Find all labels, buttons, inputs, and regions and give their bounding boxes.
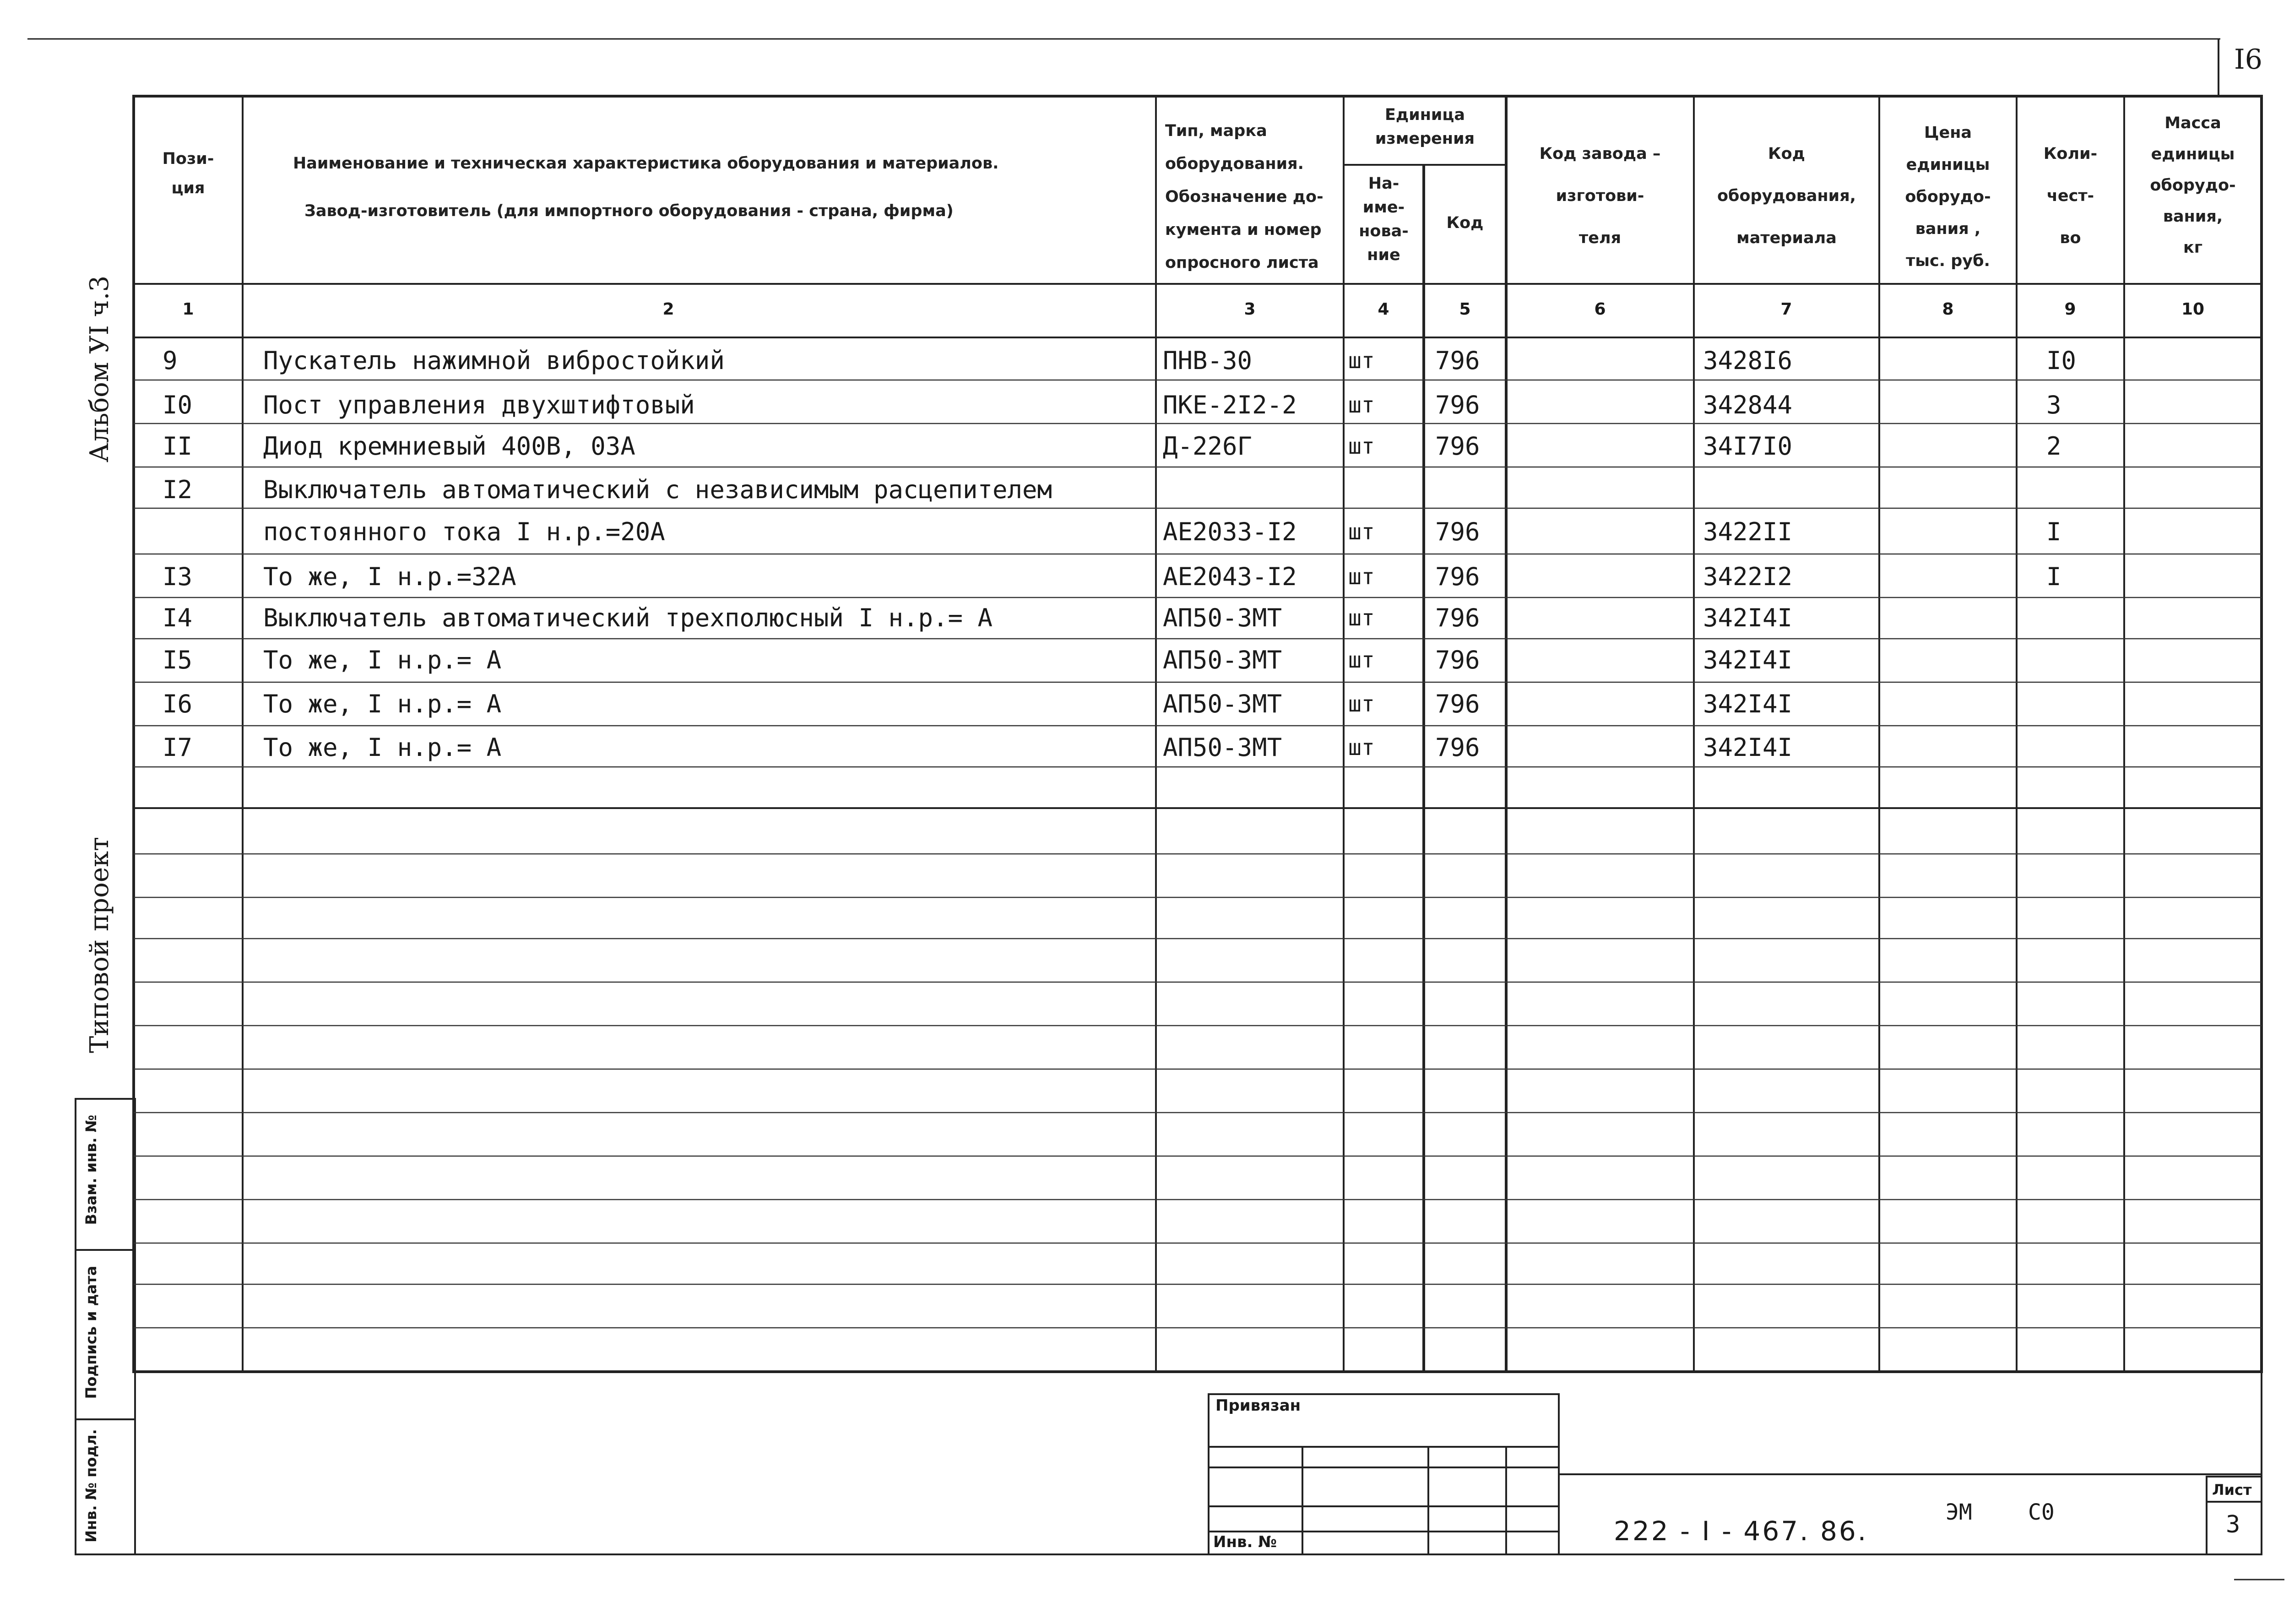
row-name: Диод кремниевый 400В, 03А	[263, 432, 635, 461]
header-unit-code: Код	[1446, 214, 1484, 232]
privyazan-label: Привязан	[1215, 1396, 1301, 1415]
row-pos: I0	[163, 391, 193, 419]
row-name: Пускатель нажимной вибростойкий	[263, 346, 725, 375]
row-code: 796	[1435, 391, 1480, 419]
row-equip-code: 34I7I0	[1703, 432, 1793, 461]
header-quantity: Коли- чест- во	[2043, 145, 2098, 247]
row-type: АЕ2043-I2	[1163, 562, 1297, 591]
col-number: 6	[1594, 300, 1606, 319]
row-unit: шт	[1348, 647, 1375, 673]
row-pos: 9	[163, 346, 178, 375]
row-equip-code: 3422II	[1703, 517, 1793, 546]
row-name: То же, I н.р.= А	[263, 646, 502, 674]
col-number: 8	[1942, 300, 1954, 319]
row-pos: I5	[163, 646, 193, 674]
row-type: Д-226Г	[1163, 432, 1253, 461]
document-number: 222 - I - 467. 86.	[1614, 1515, 1868, 1547]
header-type: Тип, марка оборудования. Обозначение до- кумента и номер опросного листа	[1165, 122, 1323, 272]
row-name: Выключатель автоматический трехполюсный I н.р.= А	[263, 603, 993, 632]
row-unit: шт	[1348, 735, 1375, 760]
row-name: Пост управления двухштифтовый	[263, 391, 695, 419]
header-price: Цена единицы оборудо- вания , тыс. руб.	[1905, 124, 1991, 270]
row-equip-code: 3428I6	[1703, 346, 1793, 375]
row-qty: I	[2046, 562, 2061, 591]
row-unit: шт	[1348, 348, 1375, 374]
project-label: Типовой проект	[85, 836, 114, 1053]
inv-podl-label: Инв. № подл.	[82, 1429, 100, 1543]
row-type: ПНВ-30	[1163, 346, 1253, 375]
row-equip-code: 3422I2	[1703, 562, 1793, 591]
row-unit: шт	[1348, 605, 1375, 631]
row-code: 796	[1435, 432, 1480, 461]
row-equip-code: 342I4I	[1703, 603, 1793, 632]
header-unit-name: На- име- нова- ние	[1359, 174, 1409, 264]
row-pos: I7	[163, 733, 193, 762]
sheet-label: Лист	[2212, 1481, 2252, 1499]
row-type: АЕ2033-I2	[1163, 517, 1297, 546]
header-equipment-code: Код оборудования, материала	[1717, 145, 1856, 247]
page-number: I6	[2234, 43, 2262, 76]
header-factory-code: Код завода – изготови- теля	[1539, 145, 1661, 247]
document-stage: С0	[2028, 1499, 2055, 1525]
header-name: Наименование и техническая характеристика оборудования и материалов. Завод-изготовитель (для импортного оборудования - страна, фирма)	[293, 154, 999, 220]
row-unit: шт	[1348, 392, 1375, 418]
row-type: АП50-3МТ	[1163, 603, 1282, 632]
row-unit: шт	[1348, 691, 1375, 717]
row-pos: II	[163, 432, 193, 461]
row-type: АП50-3МТ	[1163, 690, 1282, 718]
row-code: 796	[1435, 646, 1480, 674]
row-name: Выключатель автоматический с независимым расцепителем	[263, 475, 1052, 504]
row-equip-code: 342I4I	[1703, 690, 1793, 718]
row-code: 796	[1435, 690, 1480, 718]
row-name: То же, I н.р.= А	[263, 733, 502, 762]
row-unit: шт	[1348, 434, 1375, 459]
row-code: 796	[1435, 733, 1480, 762]
row-qty: 2	[2046, 432, 2061, 461]
header-unit-group: Единица измерения	[1375, 106, 1475, 148]
row-qty: I0	[2046, 346, 2077, 375]
header-mass: Масса единицы оборудо- вания, кг	[2150, 114, 2236, 257]
col-number: 5	[1459, 300, 1471, 319]
document-mark: ЭМ	[1946, 1499, 1972, 1525]
row-pos: I4	[163, 603, 193, 632]
podpis-label: Подпись и дата	[82, 1266, 100, 1399]
row-code: 796	[1435, 346, 1480, 375]
album-label: Альбом УI ч.3	[85, 275, 114, 462]
row-qty: I	[2046, 517, 2061, 546]
col-number: 4	[1378, 300, 1389, 319]
row-code: 796	[1435, 603, 1480, 632]
col-number: 7	[1780, 300, 1792, 319]
row-name: То же, I н.р.=32А	[263, 562, 516, 591]
row-code: 796	[1435, 517, 1480, 546]
col-number: 3	[1244, 300, 1256, 319]
row-pos: I2	[163, 475, 193, 504]
row-name: То же, I н.р.= А	[263, 690, 502, 718]
vzam-inv-label: Взам. инв. №	[82, 1114, 100, 1225]
row-equip-code: 342I4I	[1703, 646, 1793, 674]
header-pos: Пози- ция	[162, 150, 214, 197]
inv-no-label: Инв. №	[1213, 1533, 1277, 1551]
col-number: 2	[662, 300, 674, 319]
col-number: 10	[2181, 300, 2205, 319]
row-type: АП50-3МТ	[1163, 733, 1282, 762]
row-equip-code: 342844	[1703, 391, 1793, 419]
row-name: постоянного тока I н.р.=20А	[263, 517, 665, 546]
col-number: 9	[2064, 300, 2076, 319]
col-number: 1	[182, 300, 194, 319]
row-equip-code: 342I4I	[1703, 733, 1793, 762]
row-unit: шт	[1348, 564, 1375, 590]
row-pos: I6	[163, 690, 193, 718]
row-unit: шт	[1348, 519, 1375, 545]
sheet-number: 3	[2226, 1511, 2240, 1538]
row-pos: I3	[163, 562, 193, 591]
row-type: АП50-3МТ	[1163, 646, 1282, 674]
row-type: ПКЕ-2I2-2	[1163, 391, 1297, 419]
row-qty: 3	[2046, 391, 2061, 419]
row-code: 796	[1435, 562, 1480, 591]
